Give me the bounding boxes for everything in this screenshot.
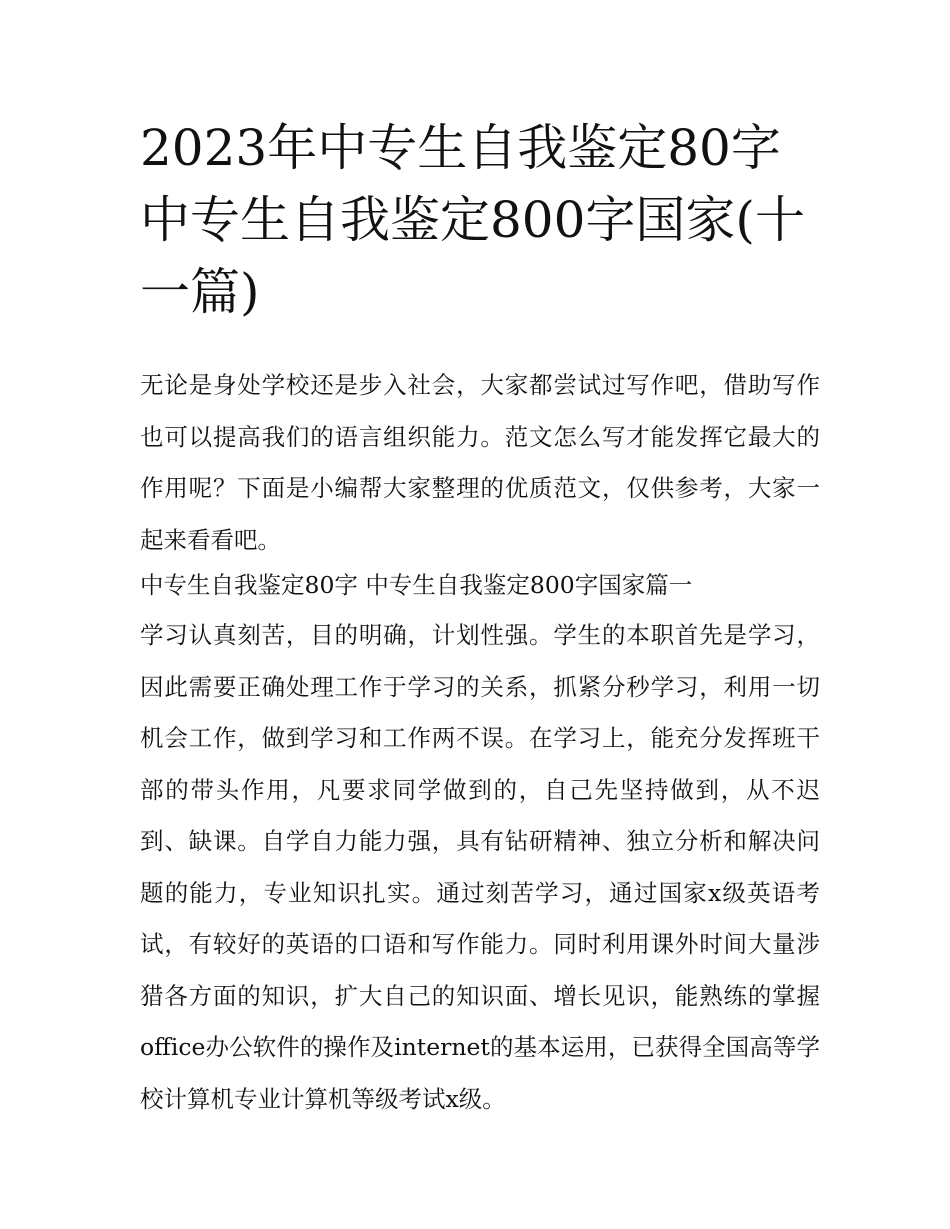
intro-paragraph: 无论是身处学校还是步入社会，大家都尝试过写作吧，借助写作也可以提高我们的语言组织能力。范文怎么写才能发挥它最大的作用呢？下面是小编帮大家整理的优质范文，仅供参考，大家一起来看看吧。 <box>140 371 820 554</box>
section-heading: 中专生自我鉴定80字 中专生自我鉴定800字国家篇一 <box>140 571 693 599</box>
body-paragraph: 学习认真刻苦，目的明确，计划性强。学生的本职首先是学习，因此需要正确处理工作于学习的关系，抓紧分秒学习，利用一切机会工作，做到学习和工作两不误。在学习上，能充分发挥班干部的带头作用，凡要求同学做到的，自己先坚持做到，从不迟到、缺课。自学自力能力强，具有钻研精神、独立分析和解决问题的能力，专业知识扎实。通过刻苦学习，通过国家x级英语考试，有较好的英语的口语和写作能力。同时利用课外时间大量涉猎各方面的知识，扩大自己的知识面、增长见识，能熟练的掌握office办公软件的操作及internet的基本运用，已获得全国高等学校计算机专业计算机等级考试x级。 <box>140 621 820 1113</box>
document-title: 2023年中专生自我鉴定80字 中专生自我鉴定800字国家(十一篇) <box>140 119 805 321</box>
